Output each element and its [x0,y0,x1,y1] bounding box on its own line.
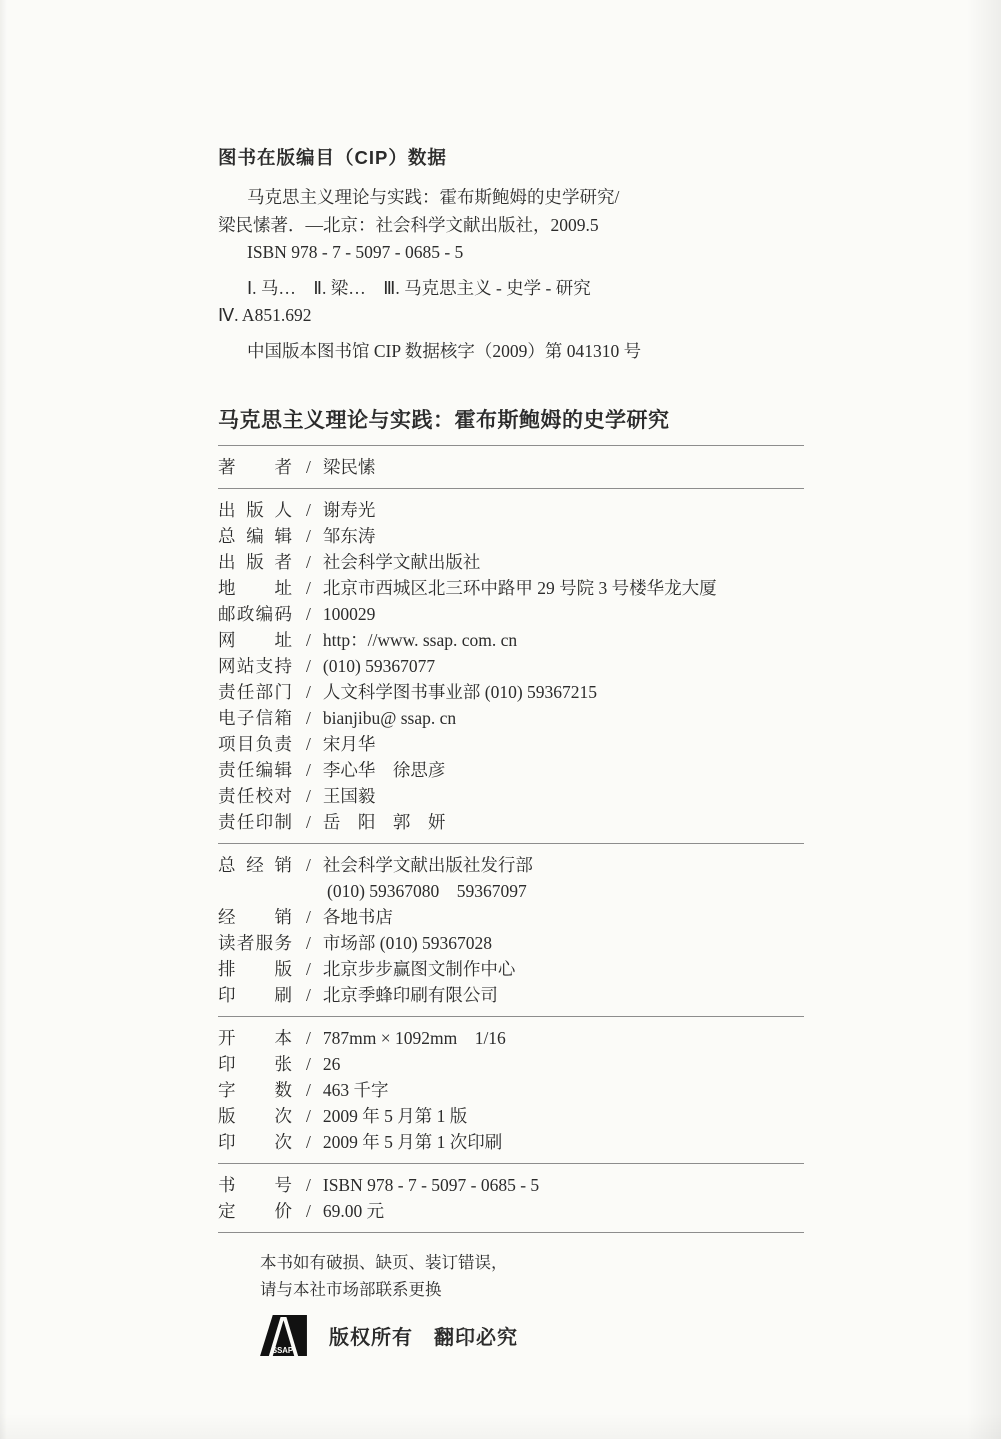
colophon-row [218,575,804,601]
label-value-separator: / [306,708,311,728]
label-value-separator: / [306,734,311,754]
label-value-separator: / [306,985,311,1005]
colophon-row-label: 著者 [218,457,292,477]
colophon-row-value: 人文科学图书事业部 (010) 59367215 [322,682,598,702]
colophon-row-value: 100029 [322,604,376,624]
colophon-row-value: 社会科学文献出版社 [322,552,481,572]
label-value-separator: / [306,812,311,832]
label-value-separator: / [306,526,311,546]
label-value-separator: / [306,1028,311,1048]
label-value-separator: / [306,1054,311,1074]
colophon-row [218,1077,804,1103]
section-divider [218,1232,804,1233]
cip-class-line: Ⅰ. 马… Ⅱ. 梁… Ⅲ. 马克思主义 - 史学 - 研究 [247,277,591,298]
colophon-row [218,1051,804,1077]
label-value-separator: / [306,552,311,572]
colophon-row-label: 电子信箱 [218,708,292,728]
colophon-row [218,705,804,731]
colophon-row-value: 69.00 元 [322,1201,385,1221]
copyright-statement: 版权所有 翻印必究 [329,1327,518,1349]
colophon-row-value: 邹东涛 [322,526,376,546]
label-value-separator: / [306,786,311,806]
colophon-row-value: 463 千字 [322,1080,389,1100]
colophon-row [218,956,804,982]
colophon-section [218,446,804,488]
colophon-row-value: 北京季蜂印刷有限公司 [322,985,498,1005]
cip-class-line: Ⅳ. A851.692 [218,305,312,325]
colophon-row-value: 李心华 徐思彦 [322,760,446,780]
cip-heading: 图书在版编目（CIP）数据 [218,147,447,168]
label-value-separator: / [306,1175,311,1195]
scan-edge-shadow-bottom [0,1413,1001,1439]
colophon-row [218,454,804,480]
label-value-separator: / [306,656,311,676]
label-value-separator: / [306,682,311,702]
cip-record-line: 中国版本图书馆 CIP 数据核字（2009）第 041310 号 [247,340,642,361]
notice-line: 本书如有破损、缺页、装订错误， [260,1253,508,1272]
page-content [218,146,804,1356]
colophon-sections [218,446,804,1233]
colophon-row-label: 开本 [218,1028,292,1048]
colophon-row [218,809,804,835]
colophon-row-value: 各地书店 [322,907,393,927]
colophon-row-label: 项目负责 [218,734,292,754]
cip-entry-line: 马克思主义理论与实践：霍布斯鲍姆的史学研究/ [247,187,620,207]
cip-entry-line: 梁民愫著．—北京：社会科学文献出版社，2009.5 [218,214,599,235]
label-value-separator: / [306,959,311,979]
colophon-row-value: 2009 年 5 月第 1 次印刷 [322,1132,503,1152]
colophon-row-label: 读者服务 [218,933,292,953]
label-value-separator: / [306,604,311,624]
label-value-separator: / [306,457,311,477]
colophon-row-label: 责任印制 [218,812,292,832]
label-value-separator: / [306,760,311,780]
label-value-separator: / [306,907,311,927]
notice-line: 请与本社市场部联系更换 [260,1280,442,1299]
scan-edge-shadow-right [967,0,1001,1439]
copyright-row [260,1315,804,1356]
colophon-row [218,878,804,904]
colophon-row [218,1025,804,1051]
colophon-row [218,783,804,809]
colophon-row-label: 出版者 [218,552,292,572]
label-value-separator: / [306,933,311,953]
colophon-row-value: 市场部 (010) 59367028 [322,933,493,953]
colophon-row [218,1103,804,1129]
colophon-row-label: 印次 [218,1132,292,1152]
colophon-row [218,497,804,523]
colophon-row-value: bianjibu@ ssap. cn [322,708,457,728]
colophon-row-label: 邮政编码 [218,604,292,624]
colophon-row-label: 字数 [218,1080,292,1100]
colophon-row-value: 谢寿光 [322,500,376,520]
cip-isbn-line: ISBN 978 - 7 - 5097 - 0685 - 5 [247,242,464,262]
colophon-row [218,757,804,783]
colophon-row-label: 定价 [218,1201,292,1221]
colophon-row-label: 版次 [218,1106,292,1126]
colophon-row-label: 责任编辑 [218,760,292,780]
colophon-row-value: 梁民愫 [322,457,376,477]
colophon-row-label: 出版人 [218,500,292,520]
colophon-row-label: 责任校对 [218,786,292,806]
colophon-row-label: 印张 [218,1054,292,1074]
colophon-row-label: 网站支持 [218,656,292,676]
label-value-separator: / [306,1106,311,1126]
colophon-row [218,1172,804,1198]
label-value-separator: / [306,578,311,598]
damage-notice [260,1249,804,1303]
label-value-separator: / [306,855,311,875]
colophon-row [218,601,804,627]
colophon-section [218,844,804,1016]
colophon-row [218,904,804,930]
colophon-row-value: 岳 阳 郭 妍 [322,812,446,832]
label-value-separator: / [306,1132,311,1152]
colophon-row-label: 责任部门 [218,682,292,702]
colophon-row [218,627,804,653]
colophon-row-value: ISBN 978 - 7 - 5097 - 0685 - 5 [322,1175,540,1195]
label-value-separator: / [306,1080,311,1100]
colophon-row-label: 书号 [218,1175,292,1195]
ssap-logo-text: SSAP [271,1346,294,1356]
cip-block [218,146,804,365]
colophon-row-value: 26 [322,1054,341,1074]
colophon-section [218,1017,804,1163]
colophon-row [218,1198,804,1224]
colophon-row-label: 总经销 [218,855,292,875]
colophon-row [218,549,804,575]
colophon-row-value: 王国毅 [322,786,376,806]
colophon-row-value: 宋月华 [322,734,376,754]
colophon-row-label: 经销 [218,907,292,927]
colophon-row-label: 地址 [218,578,292,598]
colophon-row-value: 北京步步赢图文制作中心 [322,959,516,979]
colophon-row [218,731,804,757]
colophon-row-value: http：//www. ssap. com. cn [322,630,518,650]
label-value-separator: / [306,500,311,520]
colophon-row [218,852,804,878]
book-title: 马克思主义理论与实践：霍布斯鲍姆的史学研究 [218,409,670,432]
scan-edge-shadow-left [0,0,7,1439]
colophon-row [218,1129,804,1155]
colophon-row-label: 印刷 [218,985,292,1005]
colophon-row-label: 总编辑 [218,526,292,546]
colophon-section [218,1164,804,1232]
colophon-row [218,679,804,705]
colophon-row [218,982,804,1008]
colophon-row-value: 787mm × 1092mm 1/16 [322,1028,506,1048]
colophon-row-label: 排版 [218,959,292,979]
colophon-row-value: (010) 59367077 [322,656,436,676]
colophon-row-label: 网址 [218,630,292,650]
colophon-row [218,523,804,549]
colophon-row-value: 2009 年 5 月第 1 版 [322,1106,468,1126]
colophon-row [218,653,804,679]
colophon-row-value: 北京市西城区北三环中路甲 29 号院 3 号楼华龙大厦 [322,578,717,598]
label-value-separator: / [306,1201,311,1221]
colophon-row-value: (010) 59367080 59367097 [327,881,527,901]
colophon-row-value: 社会科学文献出版社发行部 [322,855,533,875]
ssap-publisher-logo-icon [260,1315,307,1356]
colophon-row [218,930,804,956]
colophon-section [218,489,804,843]
label-value-separator: / [306,630,311,650]
